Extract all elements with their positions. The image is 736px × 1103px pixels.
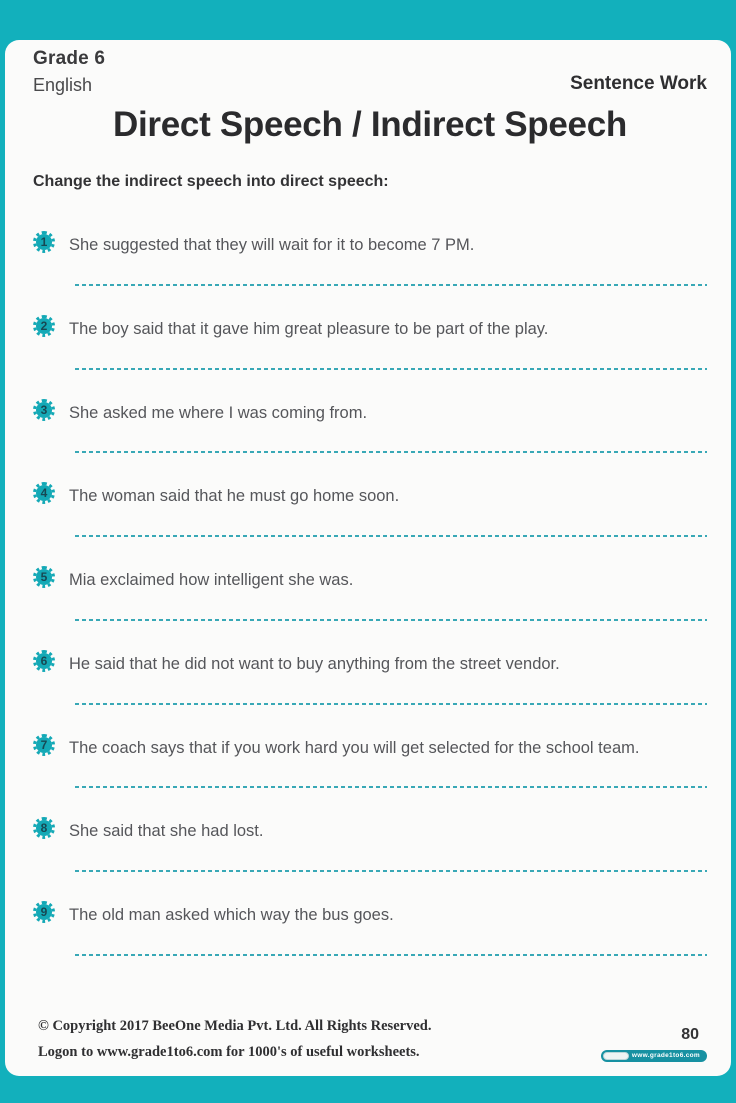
grade-subject-block <box>33 48 105 96</box>
badge-site-url: www.grade1to6.com <box>631 1051 700 1059</box>
question-item-4 <box>33 483 707 537</box>
badge-logo-oval-icon <box>603 1052 629 1060</box>
question-number-badge <box>33 901 55 923</box>
question-number-badge <box>33 817 55 839</box>
question-number-badge <box>33 231 55 253</box>
question-text: She said that she had lost. <box>69 822 264 841</box>
subject-label: English <box>33 75 93 95</box>
instruction-text: Change the indirect speech into direct speech: <box>33 173 389 190</box>
page-number: 80 <box>681 1026 699 1043</box>
worksheet-page <box>5 40 731 1076</box>
question-text: The woman said that he must go home soon. <box>69 487 400 506</box>
question-item-2 <box>33 316 707 370</box>
logon-text: Logon to www.grade1to6.com for 1000's of useful worksheets. <box>38 1043 420 1060</box>
question-text: He said that he did not want to buy anything from the street vendor. <box>69 654 560 673</box>
copyright-text: © Copyright 2017 BeeOne Media Pvt. Ltd. All Rights Reserved. <box>38 1018 432 1035</box>
question-text: The old man asked which way the bus goes. <box>69 906 394 924</box>
question-number: 7 <box>40 737 48 752</box>
question-text: The boy said that it gave him great pleasure to be part of the play. <box>69 319 549 338</box>
question-item-7 <box>33 735 707 789</box>
question-number: 2 <box>40 318 48 333</box>
question-item-9 <box>33 902 707 956</box>
question-item-3 <box>33 400 707 454</box>
question-number: 4 <box>40 486 48 501</box>
question-number-badge <box>33 734 55 756</box>
question-number: 1 <box>40 235 48 249</box>
answer-blank-line <box>75 786 707 788</box>
question-number-badge <box>33 650 55 672</box>
page-title: Direct Speech / Indirect Speech <box>113 105 627 144</box>
question-item-5 <box>33 567 707 621</box>
question-number: 3 <box>40 402 48 417</box>
question-number-badge <box>33 566 55 588</box>
question-number-badge <box>33 482 55 504</box>
footer-right-block <box>601 1026 707 1065</box>
question-text: She asked me where I was coming from. <box>69 403 368 422</box>
question-text: The coach says that if you work hard you will get selected for the school team. <box>69 738 640 757</box>
worksheet-header <box>33 48 707 96</box>
answer-blank-line <box>75 954 707 956</box>
worksheet-footer <box>38 1014 707 1065</box>
answer-blank-line <box>75 368 707 370</box>
question-item-8 <box>33 818 707 872</box>
answer-blank-line <box>75 619 707 621</box>
question-number: 8 <box>40 821 48 836</box>
answer-blank-line <box>75 703 707 705</box>
question-number: 6 <box>40 653 48 668</box>
grade-label: Grade 6 <box>33 48 106 69</box>
question-list <box>33 232 707 956</box>
answer-blank-line <box>75 284 707 286</box>
footer-text-block <box>38 1014 431 1065</box>
answer-blank-line <box>75 870 707 872</box>
site-url-badge <box>601 1050 707 1062</box>
question-number: 5 <box>40 570 48 584</box>
answer-blank-line <box>75 535 707 537</box>
question-item-6 <box>33 651 707 705</box>
question-text: She suggested that they will wait for it to become 7 PM. <box>69 236 475 254</box>
question-text: Mia exclaimed how intelligent she was. <box>69 571 354 589</box>
question-item-1 <box>33 232 707 286</box>
question-number-badge <box>33 315 55 337</box>
answer-blank-line <box>75 451 707 453</box>
question-number-badge <box>33 399 55 421</box>
section-label: Sentence Work <box>570 73 707 94</box>
question-number: 9 <box>40 905 48 919</box>
